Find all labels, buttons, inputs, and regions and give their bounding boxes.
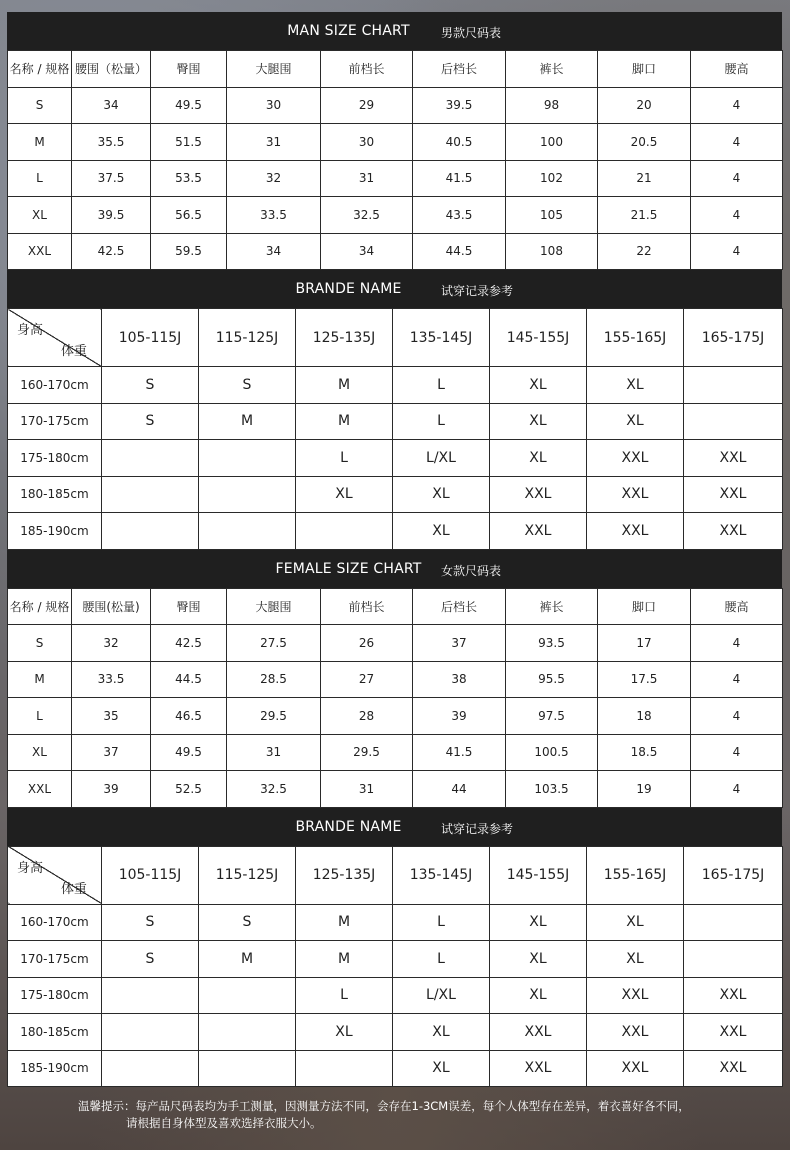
table-row — [8, 403, 783, 440]
size-recommendation-cell: S — [102, 403, 199, 440]
size-recommendation-cell: M — [296, 403, 393, 440]
man-fit-header — [7, 270, 782, 308]
female-size-table — [7, 588, 783, 808]
table-cell: 108 — [506, 233, 598, 270]
column-header: 裤长 — [506, 588, 598, 625]
female-size-chart-title-zh: 女款尺码表 — [441, 563, 502, 578]
man-fit-title: BRANDE NAME — [295, 281, 402, 297]
table-cell: 44.5 — [151, 661, 227, 698]
table-row — [8, 87, 783, 124]
column-header: 大腿围 — [227, 588, 321, 625]
size-recommendation-cell: L — [296, 977, 393, 1014]
weight-range-header: 105-115J — [102, 846, 199, 904]
weight-label: 体重 — [61, 881, 88, 897]
table-cell: 40.5 — [413, 124, 506, 161]
column-header: 脚口 — [598, 588, 691, 625]
female-size-chart-header — [7, 550, 782, 588]
height-range-cell: 160-170cm — [8, 367, 102, 404]
weight-range-header: 135-145J — [393, 309, 490, 367]
weight-range-header: 115-125J — [199, 309, 296, 367]
size-recommendation-cell: L — [393, 904, 490, 941]
size-recommendation-cell — [199, 476, 296, 513]
size-recommendation-cell: XXL — [684, 476, 783, 513]
size-recommendation-cell: XL — [587, 904, 684, 941]
height-range-cell: 175-180cm — [8, 977, 102, 1014]
table-cell: 32 — [72, 625, 151, 662]
size-recommendation-cell — [199, 440, 296, 477]
table-cell: 56.5 — [151, 197, 227, 234]
table-cell: 37 — [72, 734, 151, 771]
table-cell: 4 — [691, 698, 783, 735]
size-label-cell: S — [8, 87, 72, 124]
header-row — [8, 51, 783, 88]
size-recommendation-cell: L — [393, 403, 490, 440]
size-recommendation-cell — [102, 476, 199, 513]
size-recommendation-cell — [296, 513, 393, 550]
table-cell: 30 — [321, 124, 413, 161]
height-range-cell: 180-185cm — [8, 476, 102, 513]
table-cell: 49.5 — [151, 87, 227, 124]
size-label-cell: L — [8, 160, 72, 197]
table-cell: 39.5 — [72, 197, 151, 234]
height-range-cell: 160-170cm — [8, 904, 102, 941]
table-cell: 52.5 — [151, 771, 227, 808]
table-cell: 18.5 — [598, 734, 691, 771]
height-range-cell: 170-175cm — [8, 403, 102, 440]
table-row — [8, 698, 783, 735]
size-recommendation-cell — [102, 1014, 199, 1051]
size-label-cell: XXL — [8, 233, 72, 270]
height-label: 身高 — [17, 860, 44, 876]
table-cell: 31 — [227, 124, 321, 161]
size-recommendation-cell: L — [296, 440, 393, 477]
column-header: 前档长 — [321, 51, 413, 88]
size-recommendation-cell: L/XL — [393, 440, 490, 477]
column-header: 名称 / 规格 — [8, 588, 72, 625]
table-row — [8, 440, 783, 477]
size-recommendation-cell: XXL — [587, 977, 684, 1014]
weight-label: 体重 — [61, 344, 88, 359]
size-label-cell: M — [8, 661, 72, 698]
table-row — [8, 661, 783, 698]
weight-range-header: 125-135J — [296, 846, 393, 904]
column-header: 臀围 — [151, 51, 227, 88]
table-row — [8, 904, 783, 941]
weight-range-header: 115-125J — [199, 846, 296, 904]
table-cell: 17.5 — [598, 661, 691, 698]
table-cell: 37.5 — [72, 160, 151, 197]
height-range-cell: 185-190cm — [8, 1050, 102, 1087]
table-cell: 4 — [691, 87, 783, 124]
table-cell: 35 — [72, 698, 151, 735]
table-cell: 46.5 — [151, 698, 227, 735]
tips-note-line1: 温馨提示：每产品尺码表均为手工测量，因测量方法不同，会存在1-3CM误差，每个人体型存在差异，着衣喜好各不同， — [78, 1099, 690, 1113]
size-recommendation-cell — [296, 1050, 393, 1087]
size-recommendation-cell: S — [102, 904, 199, 941]
table-cell: 18 — [598, 698, 691, 735]
size-recommendation-cell: XL — [587, 367, 684, 404]
table-row — [8, 977, 783, 1014]
size-recommendation-cell: XL — [490, 440, 587, 477]
height-range-cell: 175-180cm — [8, 440, 102, 477]
table-cell: 102 — [506, 160, 598, 197]
column-header: 腰高 — [691, 588, 783, 625]
size-recommendation-cell: S — [102, 367, 199, 404]
table-cell: 34 — [321, 233, 413, 270]
table-cell: 32.5 — [321, 197, 413, 234]
size-recommendation-cell: XXL — [684, 977, 783, 1014]
size-recommendation-cell — [199, 1050, 296, 1087]
table-cell: 59.5 — [151, 233, 227, 270]
size-recommendation-cell: M — [199, 403, 296, 440]
size-recommendation-cell — [684, 904, 783, 941]
female-fit-title: BRANDE NAME — [295, 818, 402, 835]
table-cell: 20.5 — [598, 124, 691, 161]
size-recommendation-cell — [102, 977, 199, 1014]
table-cell: 4 — [691, 734, 783, 771]
column-header: 腰围(松量) — [72, 588, 151, 625]
female-fit-header — [7, 808, 782, 846]
weight-range-header: 165-175J — [684, 846, 783, 904]
table-cell: 19 — [598, 771, 691, 808]
weight-range-header: 155-165J — [587, 846, 684, 904]
table-cell: 31 — [227, 734, 321, 771]
weight-range-header: 145-155J — [490, 846, 587, 904]
size-recommendation-cell: XL — [490, 403, 587, 440]
table-cell: 20 — [598, 87, 691, 124]
column-header: 臀围 — [151, 588, 227, 625]
size-recommendation-cell — [199, 977, 296, 1014]
table-cell: 93.5 — [506, 625, 598, 662]
column-header: 名称 / 规格 — [8, 51, 72, 88]
column-header: 后档长 — [413, 51, 506, 88]
size-recommendation-cell: XL — [587, 403, 684, 440]
table-cell: 29 — [321, 87, 413, 124]
table-cell: 44 — [413, 771, 506, 808]
table-cell: 43.5 — [413, 197, 506, 234]
size-recommendation-cell: XXL — [490, 513, 587, 550]
table-row — [8, 734, 783, 771]
table-cell: 41.5 — [413, 734, 506, 771]
size-recommendation-cell — [102, 1050, 199, 1087]
column-header: 裤长 — [506, 51, 598, 88]
column-header: 腰围（松量） — [72, 51, 151, 88]
size-recommendation-cell: M — [296, 941, 393, 978]
column-header: 前档长 — [321, 588, 413, 625]
size-recommendation-cell: XL — [393, 1014, 490, 1051]
weight-range-header: 125-135J — [296, 309, 393, 367]
column-header: 大腿围 — [227, 51, 321, 88]
weight-range-header: 145-155J — [490, 309, 587, 367]
height-range-cell: 170-175cm — [8, 941, 102, 978]
size-recommendation-cell — [684, 403, 783, 440]
table-cell: 32 — [227, 160, 321, 197]
size-recommendation-cell: M — [296, 367, 393, 404]
weight-range-header: 135-145J — [393, 846, 490, 904]
table-cell: 105 — [506, 197, 598, 234]
table-cell: 29.5 — [227, 698, 321, 735]
size-recommendation-cell: XXL — [490, 1050, 587, 1087]
size-recommendation-cell: S — [102, 941, 199, 978]
table-cell: 42.5 — [151, 625, 227, 662]
size-recommendation-cell: L — [393, 367, 490, 404]
size-recommendation-cell: XL — [393, 513, 490, 550]
table-cell: 33.5 — [227, 197, 321, 234]
size-recommendation-cell: XL — [490, 367, 587, 404]
size-recommendation-cell: XL — [490, 941, 587, 978]
header-row — [8, 846, 783, 904]
table-cell: 100 — [506, 124, 598, 161]
size-label-cell: XL — [8, 197, 72, 234]
table-cell: 30 — [227, 87, 321, 124]
size-recommendation-cell: XXL — [587, 476, 684, 513]
size-recommendation-cell — [199, 513, 296, 550]
table-cell: 21 — [598, 160, 691, 197]
size-recommendation-cell: XL — [393, 476, 490, 513]
table-cell: 26 — [321, 625, 413, 662]
size-label-cell: L — [8, 698, 72, 735]
man-fit-table — [7, 308, 783, 550]
size-recommendation-cell — [684, 941, 783, 978]
table-cell: 31 — [321, 771, 413, 808]
size-recommendation-cell: M — [199, 941, 296, 978]
size-recommendation-cell: XL — [296, 476, 393, 513]
size-recommendation-cell: XXL — [684, 1014, 783, 1051]
table-cell: 33.5 — [72, 661, 151, 698]
man-size-table — [7, 50, 783, 270]
table-cell: 17 — [598, 625, 691, 662]
size-label-cell: XXL — [8, 771, 72, 808]
table-row — [8, 160, 783, 197]
size-recommendation-cell: XXL — [587, 440, 684, 477]
weight-range-header: 155-165J — [587, 309, 684, 367]
table-cell: 49.5 — [151, 734, 227, 771]
size-recommendation-cell: XXL — [587, 1050, 684, 1087]
size-recommendation-cell: L — [393, 941, 490, 978]
female-fit-table — [7, 846, 783, 1088]
size-recommendation-cell: XL — [490, 904, 587, 941]
man-size-chart-title: MAN SIZE CHART — [287, 23, 410, 39]
table-cell: 41.5 — [413, 160, 506, 197]
size-recommendation-cell: XL — [587, 941, 684, 978]
size-chart-sheet — [7, 12, 782, 1087]
table-cell: 28.5 — [227, 661, 321, 698]
table-cell: 39 — [72, 771, 151, 808]
man-size-chart-title-zh: 男款尺码表 — [441, 26, 502, 40]
size-recommendation-cell: XXL — [684, 440, 783, 477]
size-recommendation-cell: S — [199, 367, 296, 404]
size-recommendation-cell: XXL — [587, 1014, 684, 1051]
size-recommendation-cell: XXL — [684, 513, 783, 550]
size-recommendation-cell — [102, 513, 199, 550]
height-range-cell: 180-185cm — [8, 1014, 102, 1051]
header-row — [8, 588, 783, 625]
table-cell: 4 — [691, 124, 783, 161]
table-cell: 4 — [691, 233, 783, 270]
size-label-cell: M — [8, 124, 72, 161]
table-cell: 4 — [691, 160, 783, 197]
table-cell: 28 — [321, 698, 413, 735]
table-cell: 39.5 — [413, 87, 506, 124]
weight-range-header: 165-175J — [684, 309, 783, 367]
table-row — [8, 941, 783, 978]
table-cell: 44.5 — [413, 233, 506, 270]
weight-range-header: 105-115J — [102, 309, 199, 367]
size-recommendation-cell: XL — [490, 977, 587, 1014]
table-row — [8, 1050, 783, 1087]
table-cell: 29.5 — [321, 734, 413, 771]
table-cell: 53.5 — [151, 160, 227, 197]
table-cell: 38 — [413, 661, 506, 698]
female-fit-title-zh: 试穿记录参考 — [441, 821, 514, 836]
size-recommendation-cell — [102, 440, 199, 477]
table-cell: 27.5 — [227, 625, 321, 662]
size-recommendation-cell: L/XL — [393, 977, 490, 1014]
table-cell: 4 — [691, 661, 783, 698]
table-cell: 4 — [691, 197, 783, 234]
size-recommendation-cell: S — [199, 904, 296, 941]
size-recommendation-cell — [199, 1014, 296, 1051]
tips-note — [78, 1098, 758, 1132]
table-cell: 31 — [321, 160, 413, 197]
table-cell: 98 — [506, 87, 598, 124]
table-cell: 35.5 — [72, 124, 151, 161]
table-row — [8, 367, 783, 404]
height-range-cell: 185-190cm — [8, 513, 102, 550]
table-row — [8, 513, 783, 550]
table-cell: 51.5 — [151, 124, 227, 161]
table-cell: 21.5 — [598, 197, 691, 234]
table-cell: 34 — [72, 87, 151, 124]
size-recommendation-cell: XL — [393, 1050, 490, 1087]
table-row — [8, 197, 783, 234]
female-size-chart-title: FEMALE SIZE CHART — [275, 560, 422, 577]
table-cell: 97.5 — [506, 698, 598, 735]
table-cell: 27 — [321, 661, 413, 698]
table-row — [8, 124, 783, 161]
size-recommendation-cell: XXL — [684, 1050, 783, 1087]
size-recommendation-cell: XL — [296, 1014, 393, 1051]
column-header: 腰高 — [691, 51, 783, 88]
size-recommendation-cell: XXL — [490, 476, 587, 513]
table-cell: 103.5 — [506, 771, 598, 808]
size-recommendation-cell: XXL — [490, 1014, 587, 1051]
table-cell: 37 — [413, 625, 506, 662]
table-row — [8, 1014, 783, 1051]
man-fit-title-zh: 试穿记录参考 — [441, 284, 514, 298]
size-label-cell: S — [8, 625, 72, 662]
height-weight-corner — [8, 309, 102, 367]
man-size-chart-header — [7, 12, 782, 50]
table-cell: 95.5 — [506, 661, 598, 698]
table-row — [8, 625, 783, 662]
size-label-cell: XL — [8, 734, 72, 771]
table-cell: 42.5 — [72, 233, 151, 270]
table-cell: 100.5 — [506, 734, 598, 771]
size-recommendation-cell: M — [296, 904, 393, 941]
table-cell: 22 — [598, 233, 691, 270]
column-header: 后档长 — [413, 588, 506, 625]
table-cell: 39 — [413, 698, 506, 735]
table-row — [8, 771, 783, 808]
table-row — [8, 233, 783, 270]
size-recommendation-cell: XXL — [587, 513, 684, 550]
table-cell: 4 — [691, 771, 783, 808]
table-cell: 34 — [227, 233, 321, 270]
header-row — [8, 309, 783, 367]
column-header: 脚口 — [598, 51, 691, 88]
table-cell: 4 — [691, 625, 783, 662]
table-cell: 32.5 — [227, 771, 321, 808]
tips-note-line2: 请根据自身体型及喜欢选择衣服大小。 — [126, 1116, 322, 1130]
height-weight-corner — [8, 846, 102, 904]
table-row — [8, 476, 783, 513]
height-label: 身高 — [17, 323, 44, 338]
size-recommendation-cell — [684, 367, 783, 404]
